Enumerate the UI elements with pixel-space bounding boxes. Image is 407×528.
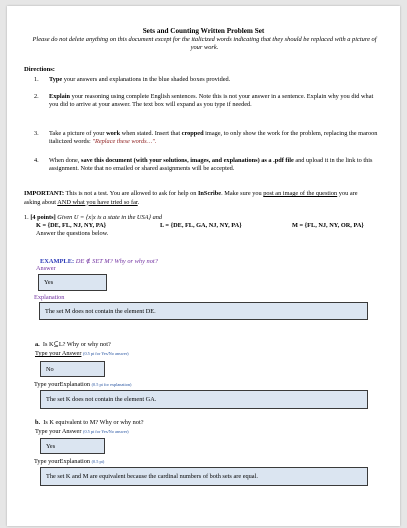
- part-b-answer-label: Type your Answer: [35, 428, 82, 435]
- direction-number: 2.: [34, 93, 39, 100]
- inscribe-name: InScribe: [197, 190, 222, 197]
- directions-heading: Directions:: [24, 66, 56, 73]
- document-title: Sets and Counting Written Problem Set: [142, 27, 265, 35]
- part-a-question-text: Is K⊆L? Why or why not?: [42, 341, 111, 348]
- part-a-explanation-label-row: [34, 381, 131, 388]
- part-a-answer-label: Type your Answer: [35, 350, 82, 357]
- direction-number: 3.: [34, 130, 39, 137]
- direction-number: 4.: [34, 157, 39, 164]
- part-a-answer-box[interactable]: No: [40, 361, 105, 377]
- set-k: K = {DE, FL, NJ, NY, PA}: [36, 222, 107, 230]
- direction-text: When done,: [49, 157, 81, 164]
- part-b-answer-points: (0.5 pt for Yes/No answer): [83, 429, 129, 434]
- example-explanation-label: Explanation: [34, 294, 65, 301]
- part-b-explanation-points: (0.5 pt): [91, 459, 105, 464]
- maroon-placeholder-text: "Replace these words…".: [92, 138, 157, 146]
- important-underlined-1: post an image of the question: [263, 190, 338, 197]
- important-text: .: [137, 198, 140, 206]
- part-a-answer-label-row: [35, 350, 129, 357]
- direction-bold: Type: [49, 76, 63, 83]
- important-text: you are asking about: [24, 190, 358, 206]
- important-label: IMPORTANT:: [24, 190, 65, 197]
- part-b-explanation-label: Type yourExplanation: [34, 458, 91, 465]
- direction-text: and upload it in the link to this assignment. Note that no emailed or shared assignments will be accepted.: [49, 157, 373, 173]
- part-b-explanation-box[interactable]: The set K and M are equivalent because the cardinal numbers of both sets are equal.: [40, 467, 368, 486]
- question-instruction: Answer the questions below.: [36, 230, 109, 238]
- direction-item-2: [35, 93, 380, 110]
- important-note: [24, 190, 374, 207]
- part-b-answer-box[interactable]: Yes: [40, 438, 105, 454]
- question-points: [4 points]: [30, 214, 56, 221]
- part-a-letter: a.: [35, 341, 40, 348]
- part-a-explanation-points: (0.5 pt for explanation): [91, 382, 132, 387]
- direction-number: 1.: [34, 76, 39, 83]
- document-subtitle: Please do not delete anything on this document except for the italicized words indicating that they should be replaced with a picture of your work.: [32, 36, 377, 52]
- direction-item-3: [35, 130, 380, 147]
- direction-item-4: [35, 157, 380, 174]
- part-a-explanation-box[interactable]: The set K does not contain the element GA.: [40, 390, 368, 409]
- direction-bold: work: [106, 130, 121, 137]
- part-a-explanation-label: Type yourExplanation: [34, 381, 91, 388]
- example-explanation-box[interactable]: The set M does not contain the element DE.: [39, 302, 368, 320]
- direction-bold: Explain: [49, 93, 70, 100]
- question-given: Given U = {x|x is a state in the USA} and: [57, 214, 163, 221]
- question-number: 1.: [24, 214, 29, 221]
- set-l: L = {DE, FL, GA, NJ, NY, PA}: [160, 222, 242, 230]
- part-b-explanation-label-row: [34, 458, 104, 465]
- part-a-answer-points: (0.5 pt for Yes/No answer): [83, 351, 129, 356]
- set-m: M = {FL, NJ, NY, OR, PA}: [292, 222, 364, 230]
- part-b-question: [35, 419, 144, 426]
- direction-bold: save this document (with your solutions, images, and explanations) as a .pdf file: [81, 157, 294, 164]
- example-question-text: DE ∉ SET M? Why or why not?: [75, 258, 158, 265]
- direction-text: Take a picture of your: [49, 130, 107, 137]
- part-b-question-text: Is K equivalent to M? Why or why not?: [43, 419, 144, 426]
- direction-text: image, to only show the work for the problem, replacing the maroon italicized words:: [49, 130, 378, 146]
- part-b-answer-label-row: [35, 428, 129, 435]
- example-answer-box[interactable]: Yes: [38, 274, 107, 291]
- direction-text: your reasoning using complete English sentences. Note this is not your answer in a sentence. Explain why you did what you did to arrive at your answer. The text box will expand as you type if needed.: [49, 93, 374, 109]
- question-1: [24, 214, 384, 238]
- direction-item-1: [35, 76, 380, 84]
- part-a-question: [35, 341, 111, 348]
- important-text: This is not a test. You are allowed to ask for help on: [64, 190, 198, 197]
- important-underlined-2: AND what you have tried so far: [57, 198, 138, 206]
- direction-text: when stated. Insert that: [120, 130, 182, 137]
- example-answer-label: Answer: [36, 265, 56, 272]
- example-label: EXAMPLE:: [40, 258, 75, 265]
- direction-text: your answers and explanations in the blue shaded boxes provided.: [62, 76, 231, 83]
- example-question: [40, 257, 158, 265]
- part-b-letter: b.: [35, 419, 41, 426]
- important-text: . Make sure you: [221, 190, 264, 197]
- document-page: [7, 6, 400, 526]
- direction-bold: cropped: [181, 130, 204, 137]
